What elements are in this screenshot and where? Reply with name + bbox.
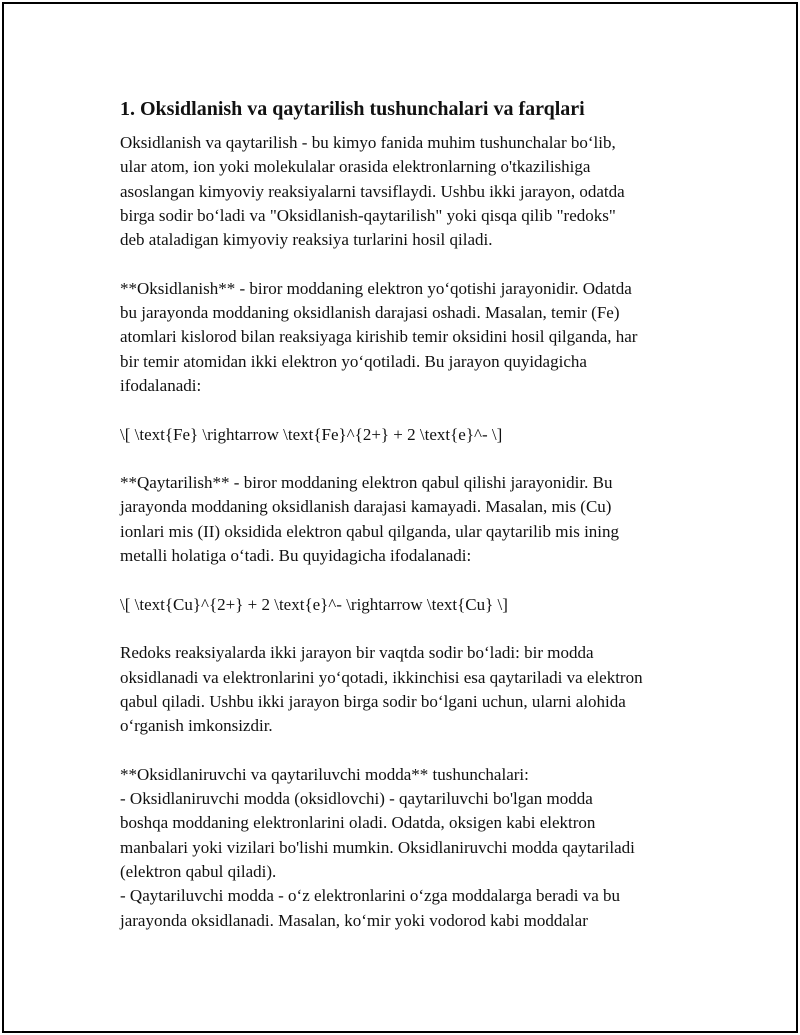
text-line: asoslangan kimyoviy reaksiyalarni tavsiflaydi. Ushbu ikki jarayon, odatda	[120, 181, 625, 201]
text-line: Redoks reaksiyalarda ikki jarayon bir vaqtda sodir bo‘ladi: bir modda	[120, 643, 594, 663]
paragraph-intro	[120, 131, 690, 252]
text-line: o‘rganish imkonsizdir.	[120, 716, 273, 736]
document-content	[120, 96, 690, 957]
text-line: birga sodir bo‘ladi va "Oksidlanish-qaytarilish" yoki qisqa qilib "redoks"	[120, 205, 616, 225]
text-line: metalli holatiga o‘tadi. Bu quyidagicha ifodalanadi:	[120, 546, 472, 566]
section-heading: 1. Oksidlanish va qaytarilish tushunchalari va farqlari	[120, 98, 585, 120]
text-line: atomlari kislorod bilan reaksiyaga kirishib temir oksidini hosil qilganda, har	[120, 327, 638, 347]
text-line: jarayonda moddaning oksidlanish darajasi kamayadi. Masalan, mis (Cu)	[120, 497, 612, 517]
text-line: qabul qiladi. Ushbu ikki jarayon birga sodir bo‘lgani uchun, ularni alohida	[120, 691, 626, 711]
text-line: **Qaytarilish** - biror moddaning elektron qabul qilishi jarayonidir. Bu	[120, 473, 613, 493]
text-line: ionlari mis (II) oksidida elektron qabul qilganda, ular qaytarilib mis ining	[120, 521, 620, 541]
text-line: bu jarayonda moddaning oksidlanish darajasi oshadi. Masalan, temir (Fe)	[120, 303, 620, 323]
paragraph-oksidlovchi-qaytaruvchi	[120, 763, 690, 933]
text-line: **Oksidlaniruvchi va qaytariluvchi modda** tushunchalari:	[120, 764, 529, 784]
text-line: deb ataladigan kimyoviy reaksiya turlarini hosil qiladi.	[120, 230, 493, 250]
text-line: boshqa moddaning elektronlarini oladi. Odatda, oksigen kabi elektron	[120, 813, 596, 833]
text-line: (elektron qabul qiladi).	[120, 861, 277, 881]
text-line: ular atom, ion yoki molekulalar orasida elektronlarning o'tkazilishiga	[120, 157, 591, 177]
text-line: bir temir atomidan ikki elektron yo‘qotiladi. Bu jarayon quyidagicha	[120, 351, 587, 371]
paragraph-oksidlanish	[120, 277, 690, 398]
text-line: **Oksidlanish** - biror moddaning elektron yo‘qotishi jarayonidir. Odatda	[120, 278, 632, 298]
equation-fe	[120, 423, 690, 447]
text-line: oksidlanadi va elektronlarini yo‘qotadi, ikkinchisi esa qaytariladi va elektron	[120, 667, 643, 687]
paragraph-redoks	[120, 641, 690, 738]
text-line: ifodalanadi:	[120, 375, 202, 395]
text-line: manbalari yoki vizilari bo'lishi mumkin. Oksidlaniruvchi modda qaytariladi	[120, 837, 635, 857]
paragraph-qaytarilish	[120, 471, 690, 568]
equation-cu	[120, 593, 690, 617]
text-line: - Oksidlaniruvchi modda (oksidlovchi) - qaytariluvchi bo'lgan modda	[120, 789, 593, 809]
text-line: Oksidlanish va qaytarilish - bu kimyo fanida muhim tushunchalar bo‘lib,	[120, 133, 616, 152]
text-line: - Qaytariluvchi modda - o‘z elektronlarini o‘zga moddalarga beradi va bu	[120, 886, 621, 906]
text-line: jarayonda oksidlanadi. Masalan, ko‘mir yoki vodorod kabi moddalar	[120, 910, 588, 930]
equation-line: \[ \text{Fe} \rightarrow \text{Fe}^{2+} + 2 \text{e}^- \]	[120, 424, 503, 444]
document-page	[2, 2, 798, 1033]
equation-line: \[ \text{Cu}^{2+} + 2 \text{e}^- \rightarrow \text{Cu} \]	[120, 594, 508, 614]
